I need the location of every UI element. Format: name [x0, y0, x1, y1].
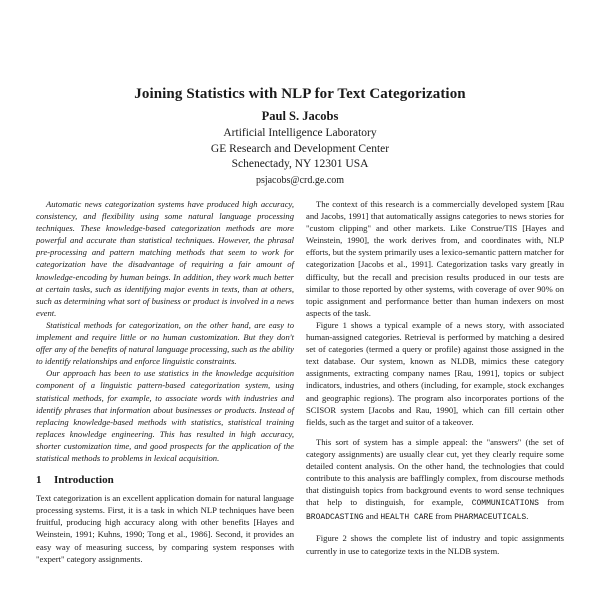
abstract-paragraph: Statistical methods for categorization, on the other hand, are easy to implement and require little or no human customization. But they don't offer any of the benefits of natural language processing, such as the ability to identify relationships and enforce linguistic constraints.: [36, 319, 294, 367]
body-paragraph: The context of this research is a commercially developed system [Rau and Jacobs, 1991] that automatically assigns categories to news stories for "custom clipping" and other markets. Like Construe/TIS [Hayes and Weinstein, 1990], the work derives from, and coordinates with, NLP efforts, but the system primarily uses a lexico-semantic pattern matcher for categorization [Jacobs et al., 1991]. Categorization tasks vary greatly in difficulty, but the recall and precision results produced in our tests are similar to those reported by other systems, with coverage of over 90% on topic assignment and performance better than human indexers on most aspects of the task.: [306, 199, 564, 318]
category-term: HEALTH CARE: [380, 513, 434, 523]
text-run: from: [547, 497, 565, 508]
affiliation-line: GE Research and Development Center: [210, 142, 390, 155]
right-column: [306, 198, 564, 557]
section-number: 1: [36, 474, 42, 487]
author-email: psjacobs@crd.ge.com: [255, 174, 345, 186]
left-column: [36, 198, 294, 565]
category-term: COMMUNICATIONS: [471, 499, 539, 509]
text-run: and: [365, 511, 379, 522]
body-paragraph: Figure 1 shows a typical example of a news story, with associated human-assigned categories. Retrieval is performed by matching a desired set of categories (termed a query or profile) against those assigned in the text database. Our system, known as NLDB, mimics these category assignments, extracting company names [Rau, 1991], topics or subject indicators, industries, and others (including, for example, stock exchanges and geographic regions). The program also incorporates portions of the SCISOR system [Jacobs and Rau, 1990], which can fill certain other fields, such as the target and suitor of a takeover.: [306, 319, 564, 427]
category-term: PHARMACEUTICALS: [454, 513, 527, 523]
author-name: Paul S. Jacobs: [261, 109, 339, 123]
text-run: from: [435, 511, 453, 522]
body-paragraph: Text categorization is an excellent application domain for natural language processing systems. First, it is a task in which NLP techniques have been fruitful, producing high accuracy along with other benefits [Hayes and Weinstein, 1991; Kuhns, 1990; Tong et al., 1986]. Second, it provides an easy way of measuring success, by comparing system responses with "expert" category assignments.: [36, 493, 294, 564]
affiliation-block: [0, 126, 600, 188]
category-term: BROADCASTING: [306, 513, 364, 523]
text-run: .: [526, 511, 529, 522]
body-paragraph: [306, 436, 564, 525]
text-run: This sort of system has a simple appeal: the "answers" (the set of category assignments) are usually clear cut, yet they clearly require some detailed content analysis. On the other hand, the technologies that could contribute to this analysis are bafflingly complex, from discourse methods that distinguish topics from background events to word sense techniques that help to distinguish, for example,: [306, 436, 564, 508]
affiliation-line: Schenectady, NY 12301 USA: [231, 158, 369, 170]
paragraph-gap: [306, 524, 564, 532]
section-title: Introduction: [54, 474, 114, 487]
abstract-paragraph: Our approach has been to use statistics in the knowledge acquisition component of a linguistic pattern-based categorization system, using statistical methods, for example, to associate words with industries and identify phrases that information about businesses or products. Instead of replacing knowledge-based methods with statistics, statistical training replaces knowledge engineering. This has resulted in high accuracy, shorter customization time, and good prospects for the application of the statistical methods to problems in lexical acquisition.: [36, 368, 294, 463]
abstract-paragraph: Automatic news categorization systems have produced high accuracy, consistency, and flexibility using some natural language processing techniques. These knowledge-based categorization methods are more powerful and accurate than statistical techniques. However, the phrasal pre-processing and pattern matching methods that seem to work for categorization have the disadvantage of requiring a fair amount of knowledge-encoding by human beings. In addition, they work much better at certain tasks, such as identifying major events in texts, than at others, such as determining what sort of business or product is involved in a news event.: [36, 199, 294, 318]
affiliation-line: Artificial Intelligence Laboratory: [223, 127, 377, 139]
section-heading: [36, 474, 294, 486]
paper-title: Joining Statistics with NLP for Text Categorization: [134, 86, 466, 102]
body-paragraph: Figure 2 shows the complete list of industry and topic assignments currently in use to categorize texts in the NLDB system.: [306, 533, 564, 556]
paragraph-gap: [306, 428, 564, 436]
